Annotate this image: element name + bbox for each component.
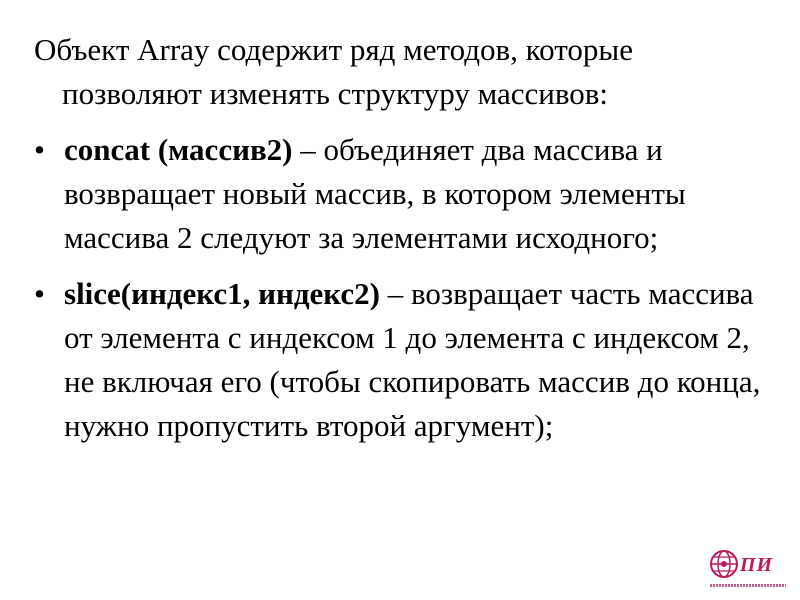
bullet-slice bbox=[34, 272, 774, 448]
method-description-concat: – объединяет два массива и возвращает новый массив, в котором элементы массива 2 следуют за элементами исходного; bbox=[64, 132, 686, 255]
method-name-concat: concat (массив2) bbox=[64, 132, 293, 167]
faculty-logo bbox=[708, 546, 786, 592]
logo-caption-line bbox=[710, 584, 786, 587]
slide-content bbox=[34, 28, 774, 460]
method-name-slice: slice(индекс1, индекс2) bbox=[64, 276, 380, 311]
intro-text: Объект Array содержит ряд методов, которые позволяют изменять структуру массивов: bbox=[34, 32, 633, 111]
globe-icon bbox=[708, 546, 742, 582]
method-description-slice: – возвращает часть массива от элемента с индексом 1 до элемента с индексом 2, не включая его (чтобы скопировать массив до конца, нужно пропустить второй аргумент); bbox=[64, 276, 761, 443]
bullet-concat bbox=[34, 128, 774, 260]
bullet-dot-icon: • bbox=[34, 132, 45, 167]
bullet-dot-icon: • bbox=[34, 276, 45, 311]
logo-text: ПИ bbox=[740, 554, 774, 576]
